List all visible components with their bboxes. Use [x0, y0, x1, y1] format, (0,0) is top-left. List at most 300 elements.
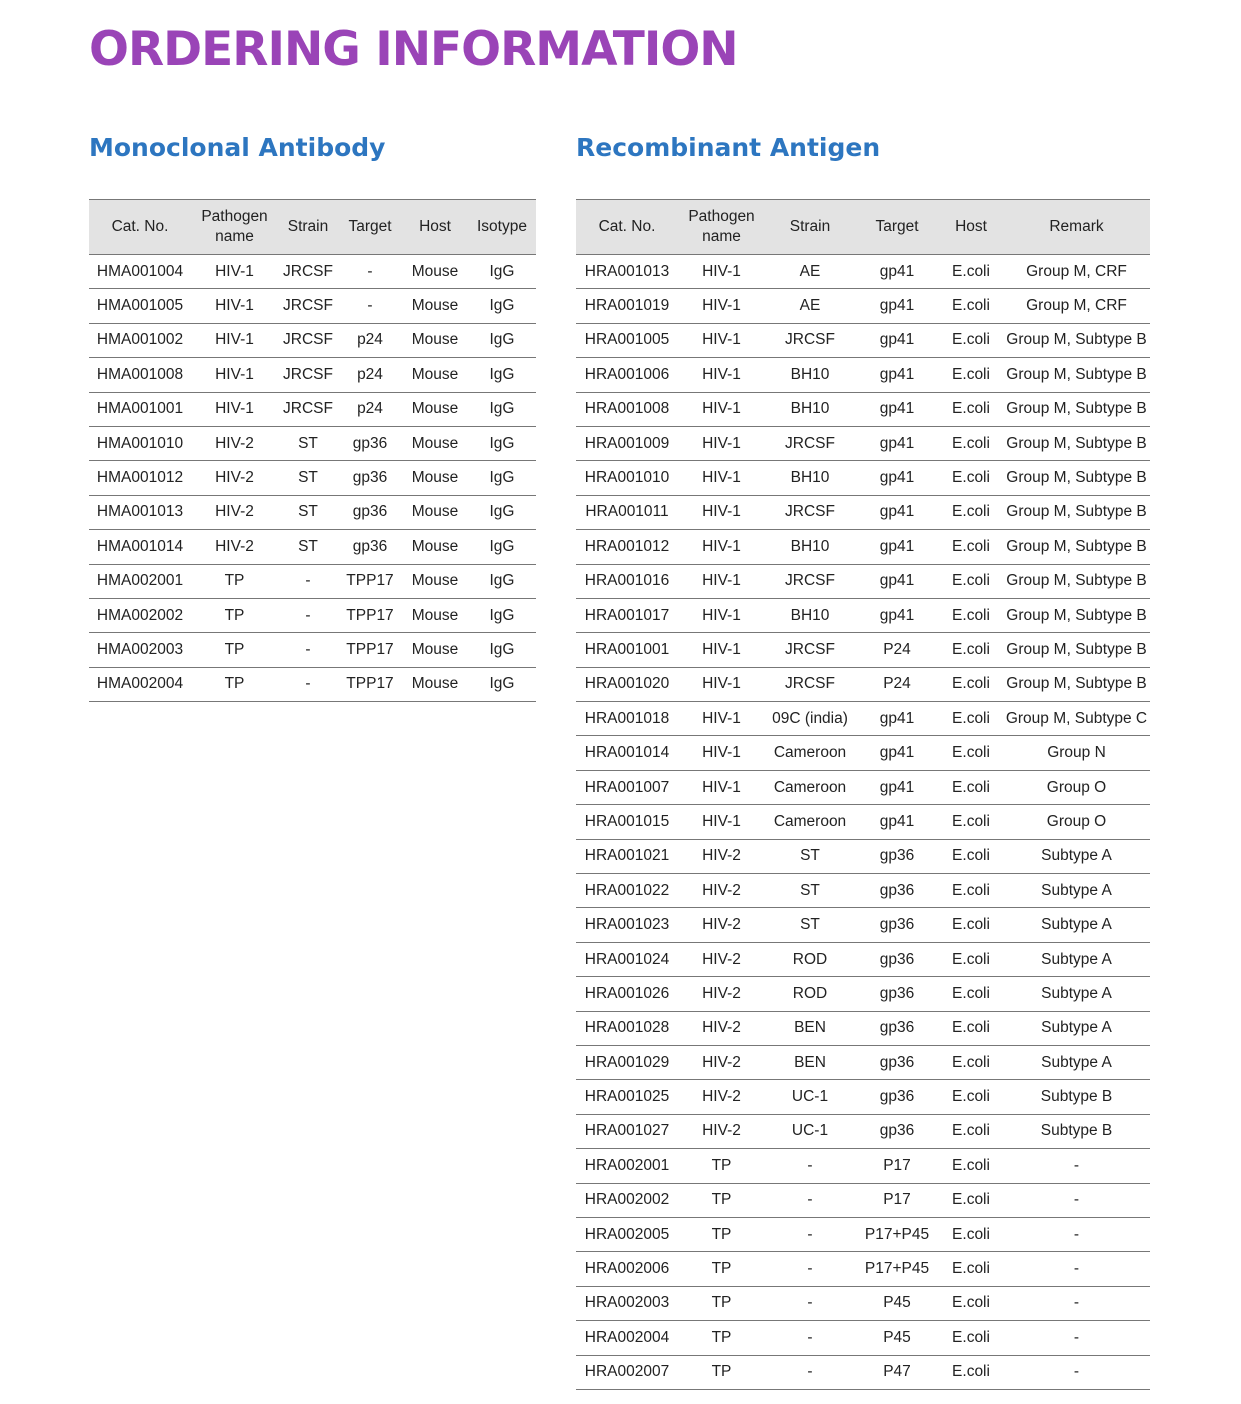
cell-target: p24: [338, 323, 402, 357]
cell-remark: Group N: [1003, 736, 1150, 770]
cell-pathogen: HIV-1: [678, 702, 765, 736]
table-row: [576, 1114, 1150, 1148]
cell-remark: -: [1003, 1355, 1150, 1389]
cell-pathogen: HIV-1: [678, 564, 765, 598]
cell-remark: Subtype A: [1003, 977, 1150, 1011]
cell-remark: Group M, Subtype B: [1003, 564, 1150, 598]
cell-strain: JRCSF: [765, 495, 855, 529]
cell-target: gp41: [855, 323, 939, 357]
cell-remark: -: [1003, 1183, 1150, 1217]
cell-target: gp36: [855, 1045, 939, 1079]
cell-host: E.coli: [939, 1045, 1003, 1079]
table-row: [576, 908, 1150, 942]
cell-target: P45: [855, 1321, 939, 1355]
header-pathogen-name: Pathogen name: [678, 200, 765, 255]
cell-pathogen: HIV-2: [678, 874, 765, 908]
cell-cat-no: HRA001021: [576, 839, 678, 873]
cell-cat-no: HRA001023: [576, 908, 678, 942]
cell-cat-no: HRA001028: [576, 1011, 678, 1045]
cell-pathogen: HIV-2: [191, 530, 278, 564]
cell-pathogen: HIV-1: [678, 530, 765, 564]
cell-cat-no: HMA001005: [89, 289, 191, 323]
cell-host: E.coli: [939, 323, 1003, 357]
cell-remark: Subtype A: [1003, 942, 1150, 976]
cell-remark: -: [1003, 1252, 1150, 1286]
cell-pathogen: HIV-2: [191, 426, 278, 460]
header-host: Host: [402, 200, 468, 255]
cell-remark: Group M, Subtype B: [1003, 392, 1150, 426]
table-row: [576, 358, 1150, 392]
table-row: [576, 977, 1150, 1011]
cell-host: E.coli: [939, 1321, 1003, 1355]
cell-pathogen: HIV-2: [678, 908, 765, 942]
cell-strain: BEN: [765, 1045, 855, 1079]
cell-remark: Group M, Subtype B: [1003, 426, 1150, 460]
cell-cat-no: HRA001014: [576, 736, 678, 770]
cell-strain: BH10: [765, 392, 855, 426]
cell-pathogen: HIV-2: [678, 942, 765, 976]
cell-target: gp41: [855, 702, 939, 736]
cell-target: -: [338, 289, 402, 323]
monoclonal-antibody-table: [89, 199, 536, 702]
table-row: [89, 598, 536, 632]
header-remark: Remark: [1003, 200, 1150, 255]
table-row: [89, 392, 536, 426]
cell-host: Mouse: [402, 530, 468, 564]
cell-target: gp36: [338, 461, 402, 495]
cell-isotype: IgG: [468, 667, 536, 701]
cell-pathogen: HIV-1: [678, 770, 765, 804]
cell-target: P17+P45: [855, 1252, 939, 1286]
cell-strain: Cameroon: [765, 736, 855, 770]
cell-strain: JRCSF: [765, 323, 855, 357]
cell-host: E.coli: [939, 770, 1003, 804]
cell-cat-no: HRA001029: [576, 1045, 678, 1079]
cell-isotype: IgG: [468, 495, 536, 529]
cell-target: gp36: [855, 908, 939, 942]
cell-pathogen: HIV-1: [678, 323, 765, 357]
cell-pathogen: HIV-1: [678, 426, 765, 460]
cell-strain: -: [765, 1217, 855, 1251]
cell-host: E.coli: [939, 942, 1003, 976]
cell-cat-no: HRA002002: [576, 1183, 678, 1217]
cell-strain: JRCSF: [765, 667, 855, 701]
table-row: [576, 530, 1150, 564]
cell-cat-no: HRA002007: [576, 1355, 678, 1389]
cell-target: gp36: [338, 530, 402, 564]
cell-remark: Group M, Subtype B: [1003, 323, 1150, 357]
cell-target: gp36: [338, 426, 402, 460]
cell-cat-no: HRA001025: [576, 1080, 678, 1114]
table-row: [576, 805, 1150, 839]
cell-cat-no: HRA002005: [576, 1217, 678, 1251]
cell-pathogen: HIV-1: [678, 736, 765, 770]
cell-pathogen: TP: [191, 564, 278, 598]
cell-cat-no: HRA001009: [576, 426, 678, 460]
table-row: [576, 702, 1150, 736]
cell-host: E.coli: [939, 667, 1003, 701]
cell-cat-no: HRA001018: [576, 702, 678, 736]
cell-target: p24: [338, 392, 402, 426]
cell-cat-no: HRA001011: [576, 495, 678, 529]
cell-target: -: [338, 255, 402, 289]
cell-host: Mouse: [402, 461, 468, 495]
cell-host: E.coli: [939, 289, 1003, 323]
table-row: [576, 1355, 1150, 1389]
cell-host: E.coli: [939, 736, 1003, 770]
table-row: [576, 1321, 1150, 1355]
cell-cat-no: HRA002003: [576, 1286, 678, 1320]
cell-cat-no: HMA001008: [89, 358, 191, 392]
cell-cat-no: HRA002001: [576, 1149, 678, 1183]
cell-cat-no: HMA001014: [89, 530, 191, 564]
cell-cat-no: HMA001012: [89, 461, 191, 495]
cell-strain: Cameroon: [765, 805, 855, 839]
cell-host: E.coli: [939, 1217, 1003, 1251]
cell-cat-no: HRA001020: [576, 667, 678, 701]
cell-strain: ST: [278, 426, 338, 460]
cell-pathogen: HIV-2: [191, 495, 278, 529]
header-target: Target: [855, 200, 939, 255]
cell-target: P17: [855, 1149, 939, 1183]
cell-isotype: IgG: [468, 289, 536, 323]
header-pathogen-name: Pathogen name: [191, 200, 278, 255]
cell-target: TPP17: [338, 598, 402, 632]
cell-strain: JRCSF: [278, 358, 338, 392]
cell-pathogen: HIV-1: [678, 805, 765, 839]
cell-target: gp41: [855, 598, 939, 632]
cell-strain: -: [765, 1321, 855, 1355]
cell-remark: -: [1003, 1286, 1150, 1320]
cell-cat-no: HMA001001: [89, 392, 191, 426]
cell-cat-no: HRA001015: [576, 805, 678, 839]
cell-pathogen: HIV-2: [678, 839, 765, 873]
cell-strain: ST: [765, 874, 855, 908]
table-row: [576, 667, 1150, 701]
cell-isotype: IgG: [468, 461, 536, 495]
cell-pathogen: TP: [678, 1183, 765, 1217]
cell-strain: -: [765, 1252, 855, 1286]
cell-target: gp41: [855, 805, 939, 839]
cell-remark: Group M, CRF: [1003, 289, 1150, 323]
cell-isotype: IgG: [468, 255, 536, 289]
cell-target: gp41: [855, 461, 939, 495]
cell-pathogen: TP: [191, 633, 278, 667]
cell-target: gp41: [855, 564, 939, 598]
cell-isotype: IgG: [468, 530, 536, 564]
cell-cat-no: HMA001004: [89, 255, 191, 289]
cell-target: gp41: [855, 255, 939, 289]
cell-remark: Subtype A: [1003, 1011, 1150, 1045]
cell-remark: Subtype B: [1003, 1114, 1150, 1148]
cell-pathogen: HIV-2: [678, 977, 765, 1011]
cell-remark: Subtype A: [1003, 874, 1150, 908]
cell-pathogen: HIV-1: [678, 461, 765, 495]
cell-pathogen: HIV-2: [678, 1080, 765, 1114]
recombinant-antigen-heading: Recombinant Antigen: [576, 133, 881, 162]
cell-cat-no: HRA001027: [576, 1114, 678, 1148]
cell-remark: Group M, CRF: [1003, 255, 1150, 289]
table-row: [89, 633, 536, 667]
cell-cat-no: HMA001010: [89, 426, 191, 460]
cell-target: TPP17: [338, 633, 402, 667]
cell-pathogen: TP: [678, 1321, 765, 1355]
table-row: [89, 495, 536, 529]
table-row: [576, 1080, 1150, 1114]
cell-target: gp36: [855, 1114, 939, 1148]
cell-target: gp36: [855, 1080, 939, 1114]
cell-strain: -: [765, 1183, 855, 1217]
cell-strain: ST: [765, 908, 855, 942]
cell-pathogen: TP: [678, 1252, 765, 1286]
cell-strain: BH10: [765, 358, 855, 392]
cell-host: E.coli: [939, 839, 1003, 873]
cell-cat-no: HRA001019: [576, 289, 678, 323]
cell-isotype: IgG: [468, 358, 536, 392]
cell-target: p24: [338, 358, 402, 392]
cell-target: gp41: [855, 736, 939, 770]
cell-strain: JRCSF: [765, 426, 855, 460]
cell-host: E.coli: [939, 1114, 1003, 1148]
cell-host: Mouse: [402, 289, 468, 323]
table-row: [576, 426, 1150, 460]
header-host: Host: [939, 200, 1003, 255]
cell-remark: Group M, Subtype B: [1003, 667, 1150, 701]
cell-cat-no: HMA002004: [89, 667, 191, 701]
table-row: [576, 1149, 1150, 1183]
cell-target: gp41: [855, 392, 939, 426]
cell-target: gp36: [855, 874, 939, 908]
cell-cat-no: HRA001024: [576, 942, 678, 976]
cell-remark: Group M, Subtype B: [1003, 358, 1150, 392]
cell-pathogen: HIV-1: [191, 392, 278, 426]
cell-remark: Group O: [1003, 770, 1150, 804]
cell-pathogen: TP: [678, 1355, 765, 1389]
cell-remark: Subtype A: [1003, 1045, 1150, 1079]
cell-remark: Subtype A: [1003, 839, 1150, 873]
cell-host: E.coli: [939, 702, 1003, 736]
cell-host: E.coli: [939, 598, 1003, 632]
cell-strain: AE: [765, 255, 855, 289]
cell-isotype: IgG: [468, 323, 536, 357]
cell-pathogen: HIV-1: [678, 255, 765, 289]
cell-host: E.coli: [939, 461, 1003, 495]
table-row: [576, 736, 1150, 770]
cell-cat-no: HMA002003: [89, 633, 191, 667]
cell-target: P24: [855, 633, 939, 667]
cell-target: gp36: [855, 839, 939, 873]
cell-strain: ST: [278, 461, 338, 495]
cell-cat-no: HRA001010: [576, 461, 678, 495]
cell-host: E.coli: [939, 1286, 1003, 1320]
cell-strain: -: [278, 633, 338, 667]
cell-host: Mouse: [402, 358, 468, 392]
table-row: [576, 1217, 1150, 1251]
cell-strain: BH10: [765, 530, 855, 564]
table-row: [576, 255, 1150, 289]
cell-strain: -: [765, 1286, 855, 1320]
cell-pathogen: HIV-1: [678, 289, 765, 323]
cell-target: gp36: [855, 1011, 939, 1045]
table-row: [89, 255, 536, 289]
header-target: Target: [338, 200, 402, 255]
cell-host: E.coli: [939, 358, 1003, 392]
cell-cat-no: HMA001013: [89, 495, 191, 529]
cell-isotype: IgG: [468, 598, 536, 632]
cell-target: P17: [855, 1183, 939, 1217]
cell-pathogen: HIV-1: [678, 495, 765, 529]
cell-target: P17+P45: [855, 1217, 939, 1251]
cell-target: gp41: [855, 426, 939, 460]
cell-cat-no: HRA001012: [576, 530, 678, 564]
cell-host: E.coli: [939, 426, 1003, 460]
header-isotype: Isotype: [468, 200, 536, 255]
cell-host: E.coli: [939, 564, 1003, 598]
table-header-row: [576, 200, 1150, 255]
cell-cat-no: HMA002001: [89, 564, 191, 598]
table-row: [89, 358, 536, 392]
table-row: [576, 839, 1150, 873]
cell-pathogen: HIV-2: [678, 1114, 765, 1148]
cell-isotype: IgG: [468, 633, 536, 667]
cell-host: E.coli: [939, 392, 1003, 426]
cell-host: E.coli: [939, 805, 1003, 839]
cell-host: E.coli: [939, 1355, 1003, 1389]
cell-target: gp36: [855, 977, 939, 1011]
cell-strain: JRCSF: [278, 255, 338, 289]
cell-remark: Group M, Subtype B: [1003, 633, 1150, 667]
table-row: [576, 1011, 1150, 1045]
table-row: [89, 323, 536, 357]
table-row: [576, 1045, 1150, 1079]
cell-pathogen: TP: [678, 1149, 765, 1183]
cell-remark: Subtype A: [1003, 908, 1150, 942]
cell-cat-no: HRA001006: [576, 358, 678, 392]
cell-cat-no: HRA002006: [576, 1252, 678, 1286]
cell-cat-no: HRA002004: [576, 1321, 678, 1355]
cell-strain: ST: [765, 839, 855, 873]
table-row: [576, 1252, 1150, 1286]
cell-strain: -: [278, 564, 338, 598]
table-row: [576, 874, 1150, 908]
cell-strain: UC-1: [765, 1114, 855, 1148]
cell-isotype: IgG: [468, 564, 536, 598]
header-strain: Strain: [278, 200, 338, 255]
cell-remark: Group M, Subtype B: [1003, 598, 1150, 632]
cell-host: Mouse: [402, 495, 468, 529]
cell-strain: JRCSF: [765, 633, 855, 667]
cell-cat-no: HRA001008: [576, 392, 678, 426]
cell-host: E.coli: [939, 1011, 1003, 1045]
header-strain: Strain: [765, 200, 855, 255]
cell-cat-no: HRA001001: [576, 633, 678, 667]
cell-host: E.coli: [939, 1183, 1003, 1217]
cell-host: E.coli: [939, 874, 1003, 908]
cell-strain: -: [765, 1149, 855, 1183]
cell-pathogen: TP: [678, 1217, 765, 1251]
cell-pathogen: HIV-1: [191, 289, 278, 323]
table-row: [89, 564, 536, 598]
cell-pathogen: HIV-1: [191, 358, 278, 392]
cell-target: gp36: [855, 942, 939, 976]
table-row: [576, 942, 1150, 976]
table-row: [576, 461, 1150, 495]
cell-target: P45: [855, 1286, 939, 1320]
cell-target: TPP17: [338, 564, 402, 598]
cell-pathogen: HIV-2: [678, 1045, 765, 1079]
cell-target: gp36: [338, 495, 402, 529]
cell-strain: ST: [278, 495, 338, 529]
cell-pathogen: HIV-1: [678, 392, 765, 426]
cell-remark: Group M, Subtype B: [1003, 530, 1150, 564]
cell-pathogen: TP: [191, 667, 278, 701]
cell-host: E.coli: [939, 1149, 1003, 1183]
table-header-row: [89, 200, 536, 255]
cell-strain: JRCSF: [278, 289, 338, 323]
cell-remark: Group M, Subtype B: [1003, 495, 1150, 529]
cell-remark: -: [1003, 1217, 1150, 1251]
cell-isotype: IgG: [468, 392, 536, 426]
cell-strain: -: [278, 667, 338, 701]
cell-strain: JRCSF: [278, 323, 338, 357]
cell-host: Mouse: [402, 255, 468, 289]
monoclonal-antibody-heading: Monoclonal Antibody: [89, 133, 386, 162]
cell-pathogen: HIV-1: [678, 667, 765, 701]
table-row: [576, 598, 1150, 632]
cell-pathogen: HIV-2: [191, 461, 278, 495]
table-row: [576, 633, 1150, 667]
table-row: [89, 426, 536, 460]
cell-pathogen: HIV-1: [678, 633, 765, 667]
cell-pathogen: HIV-1: [191, 323, 278, 357]
cell-host: E.coli: [939, 1080, 1003, 1114]
cell-target: gp41: [855, 495, 939, 529]
cell-host: Mouse: [402, 633, 468, 667]
table-row: [576, 392, 1150, 426]
table-row: [576, 564, 1150, 598]
recombinant-antigen-table: [576, 199, 1150, 1390]
cell-pathogen: HIV-1: [678, 358, 765, 392]
table-row: [576, 1286, 1150, 1320]
cell-cat-no: HRA001026: [576, 977, 678, 1011]
cell-pathogen: HIV-1: [678, 598, 765, 632]
cell-cat-no: HRA001007: [576, 770, 678, 804]
cell-host: Mouse: [402, 667, 468, 701]
cell-target: P24: [855, 667, 939, 701]
cell-strain: BH10: [765, 598, 855, 632]
cell-host: Mouse: [402, 392, 468, 426]
cell-host: E.coli: [939, 908, 1003, 942]
page-title: ORDERING INFORMATION: [89, 22, 738, 77]
cell-pathogen: TP: [191, 598, 278, 632]
cell-host: E.coli: [939, 255, 1003, 289]
cell-host: E.coli: [939, 530, 1003, 564]
table-row: [89, 530, 536, 564]
table-row: [89, 667, 536, 701]
cell-strain: UC-1: [765, 1080, 855, 1114]
cell-pathogen: HIV-2: [678, 1011, 765, 1045]
cell-cat-no: HRA001017: [576, 598, 678, 632]
cell-remark: Group O: [1003, 805, 1150, 839]
cell-remark: Subtype B: [1003, 1080, 1150, 1114]
cell-pathogen: TP: [678, 1286, 765, 1320]
cell-host: Mouse: [402, 598, 468, 632]
table-row: [576, 770, 1150, 804]
cell-target: gp41: [855, 530, 939, 564]
cell-target: gp41: [855, 289, 939, 323]
cell-cat-no: HRA001013: [576, 255, 678, 289]
cell-host: Mouse: [402, 564, 468, 598]
